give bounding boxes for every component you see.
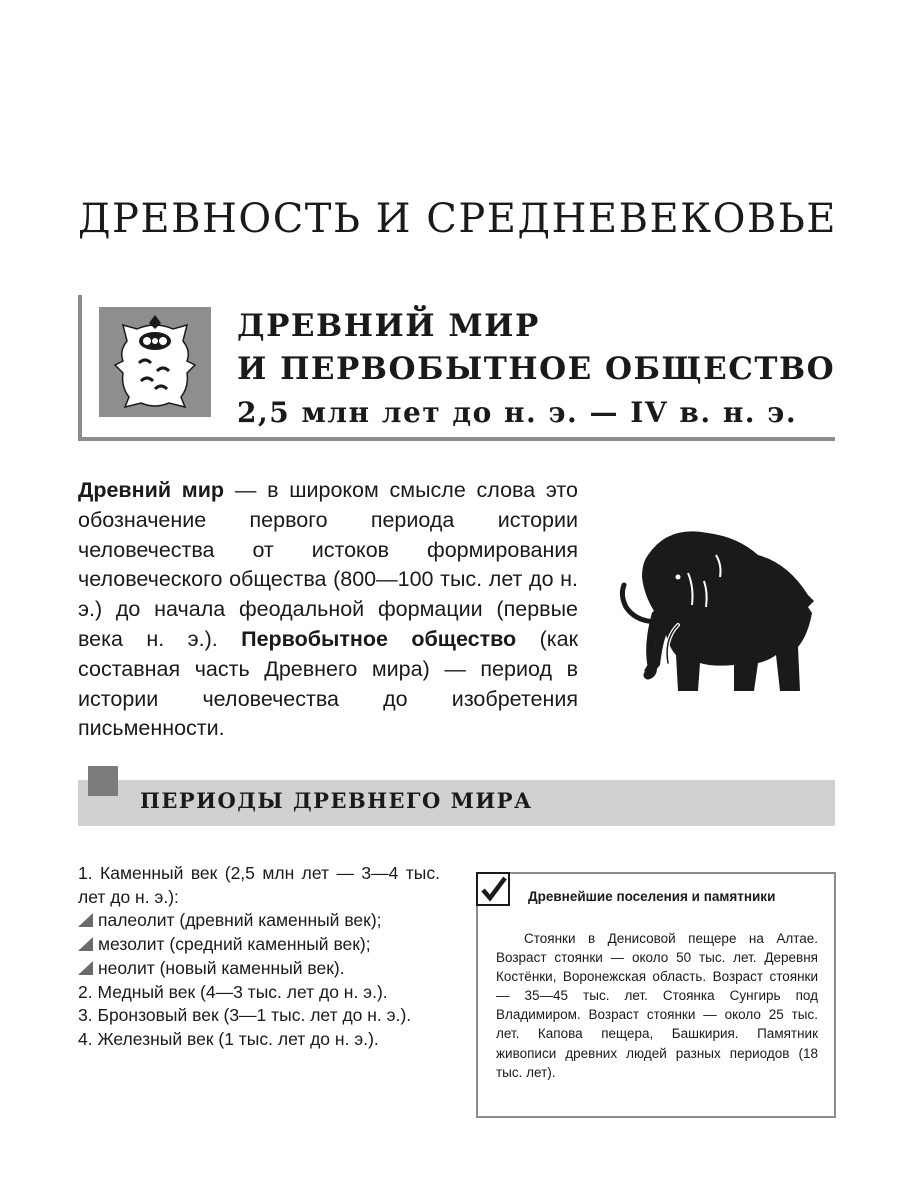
info-box-title: Древнейшие поселения и памятники	[528, 889, 776, 904]
triangle-bullet-icon	[78, 961, 93, 975]
list-item-bronze-age: 3. Бронзовый век (3—1 тыс. лет до н. э.).	[78, 1005, 412, 1026]
term-ancient-world: Древний мир	[78, 478, 225, 502]
chapter-title	[237, 305, 835, 434]
periods-list	[78, 862, 440, 1052]
checkmark-icon	[476, 872, 510, 906]
triangle-bullet-icon	[78, 913, 93, 927]
intro-paragraph	[78, 476, 578, 744]
section-title: ПЕРИОДЫ ДРЕВНЕГО МИРА	[140, 788, 533, 813]
list-item-text: палеолит (древний каменный век);	[98, 910, 382, 931]
list-item-iron-age: 4. Железный век (1 тыс. лет до н. э.).	[78, 1028, 379, 1049]
chapter-dates: 2,5 млн лет до н. э. — IV в. н. э.	[237, 396, 798, 429]
list-item-text: мезолит (средний каменный век);	[98, 934, 371, 955]
list-item-paleolithic	[78, 909, 440, 933]
intro-text-1: — в широком смысле слова это обозначение первого периода истории человечества от истоков формирования человеческого общества (800—100 тыс. лет до н. э.) до начала феодальной формации (первые века н. э.).	[78, 478, 578, 651]
section-marker	[88, 766, 118, 796]
primitive-hide-emblem-icon	[99, 307, 211, 417]
term-primitive-society: Первобытное общество	[241, 626, 517, 651]
info-box	[476, 872, 836, 1118]
mammoth-icon	[608, 515, 828, 705]
list-item-neolithic	[78, 957, 440, 981]
list-item-text: неолит (новый каменный век).	[98, 957, 345, 978]
list-item-copper-age: 2. Медный век (4—3 тыс. лет до н. э.).	[78, 981, 388, 1002]
intro-text-2: (как составная часть Древнего мира) — период в истории человечества до изобретения письменности.	[78, 626, 578, 741]
triangle-bullet-icon	[78, 937, 93, 951]
list-item-mesolithic	[78, 933, 440, 957]
page-title: ДРЕВНОСТЬ И СРЕДНЕВЕКОВЬЕ	[78, 196, 837, 242]
chapter-header	[78, 295, 835, 441]
info-box-text: Стоянки в Денисовой пещере на Алтае. Возраст стоянки — около 50 тыс. лет. Деревня Костёнки, Воронежская область. Возраст стоянки — 35—45 тыс. лет. Стоянка Сунгирь под Владимиром. Возраст стоянки — около 25 тыс. лет. Капова пещера, Башкирия. Памятник живописи древних людей разных периодов (18 тыс. лет).	[496, 931, 818, 1080]
chapter-title-line1: ДРЕВНИЙ МИР	[237, 308, 540, 344]
list-item-stone-age: 1. Каменный век (2,5 млн лет — 3—4 тыс. лет до н. э.):	[78, 863, 440, 907]
chapter-title-line2: И ПЕРВОБЫТНОЕ ОБЩЕСТВО	[237, 351, 836, 387]
